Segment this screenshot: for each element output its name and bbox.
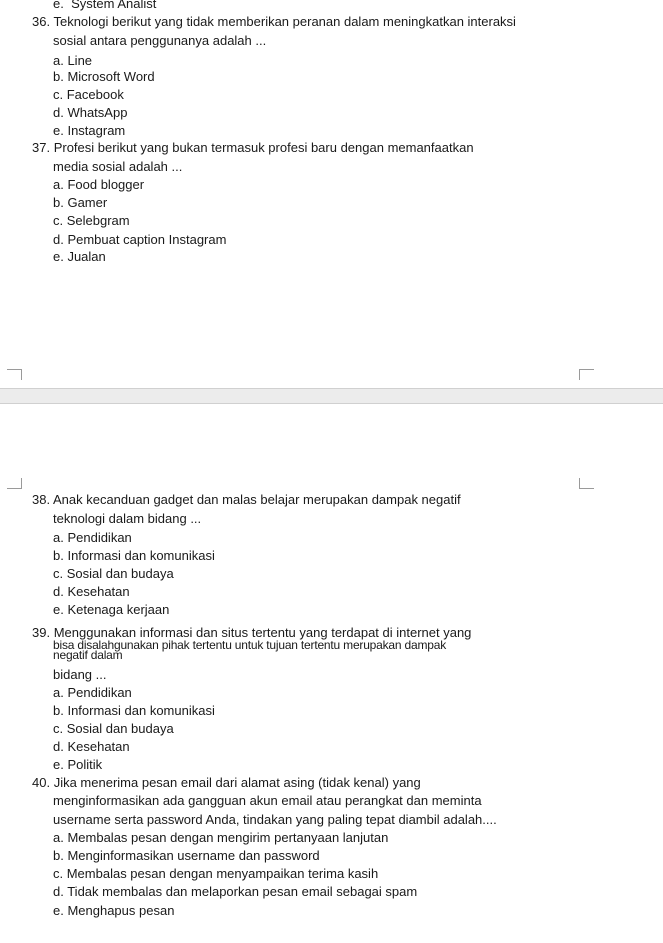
question-37: 37. Profesi berikut yang bukan termasuk profesi baru dengan memanfaatkan (32, 140, 474, 155)
question-39: 39. Menggunakan informasi dan situs tertentu yang terdapat di internet yang (32, 625, 472, 640)
prev-option-e: e. System Analist (53, 0, 157, 11)
option-36-c: c. Facebook (53, 87, 124, 102)
page-corner-mark (579, 369, 594, 380)
question-40-cont-2: username serta password Anda, tindakan yang paling tepat diambil adalah.... (53, 812, 497, 827)
page-corner-mark (579, 478, 594, 489)
option-37-b: b. Gamer (53, 195, 108, 210)
option-37-a: a. Food blogger (53, 177, 145, 192)
option-38-a: a. Pendidikan (53, 530, 132, 545)
option-40-c: c. Membalas pesan dengan menyampaikan terima kasih (53, 866, 379, 881)
option-40-d: d. Tidak membalas dan melaporkan pesan email sebagai spam (53, 884, 418, 899)
page-break (0, 388, 663, 404)
question-39-cont-3: bidang ... (53, 667, 107, 682)
page-corner-mark (7, 369, 22, 380)
option-36-e: e. Instagram (53, 123, 126, 138)
option-37-e: e. Jualan (53, 249, 106, 264)
option-38-c: c. Sosial dan budaya (53, 566, 174, 581)
option-36-d: d. WhatsApp (53, 105, 128, 120)
question-37-cont: media sosial adalah ... (53, 159, 183, 174)
option-39-d: d. Kesehatan (53, 739, 130, 754)
option-36-b: b. Microsoft Word (53, 69, 155, 84)
question-40: 40. Jika menerima pesan email dari alamat asing (tidak kenal) yang (32, 775, 421, 790)
option-38-d: d. Kesehatan (53, 584, 130, 599)
question-38-cont: teknologi dalam bidang ... (53, 511, 202, 526)
page-bottom (0, 404, 663, 943)
option-37-c: c. Selebgram (53, 213, 130, 228)
option-38-e: e. Ketenaga kerjaan (53, 602, 170, 617)
question-40-cont: menginformasikan ada gangguan akun email atau perangkat dan meminta (53, 793, 482, 808)
option-40-b: b. Menginformasikan username dan password (53, 848, 320, 863)
option-37-d: d. Pembuat caption Instagram (53, 232, 227, 247)
option-40-a: a. Membalas pesan dengan mengirim pertanyaan lanjutan (53, 830, 389, 845)
page-top (0, 0, 663, 388)
question-36: 36. Teknologi berikut yang tidak memberikan peranan dalam meningkatkan interaksi (32, 14, 516, 29)
question-39-cont: bisa disalahgunakan pihak tertentu untuk tujuan tertentu merupakan dampak (53, 638, 447, 652)
option-39-e: e. Politik (53, 757, 103, 772)
option-36-a: a. Line (53, 53, 93, 68)
question-36-cont: sosial antara penggunanya adalah ... (53, 33, 267, 48)
option-39-b: b. Informasi dan komunikasi (53, 703, 215, 718)
question-38: 38. Anak kecanduan gadget dan malas belajar merupakan dampak negatif (32, 492, 461, 507)
question-39-cont-2: negatif dalam (53, 648, 123, 662)
option-38-b: b. Informasi dan komunikasi (53, 548, 215, 563)
option-39-c: c. Sosial dan budaya (53, 721, 174, 736)
option-40-e: e. Menghapus pesan (53, 903, 175, 918)
option-39-a: a. Pendidikan (53, 685, 132, 700)
page-corner-mark (7, 478, 22, 489)
